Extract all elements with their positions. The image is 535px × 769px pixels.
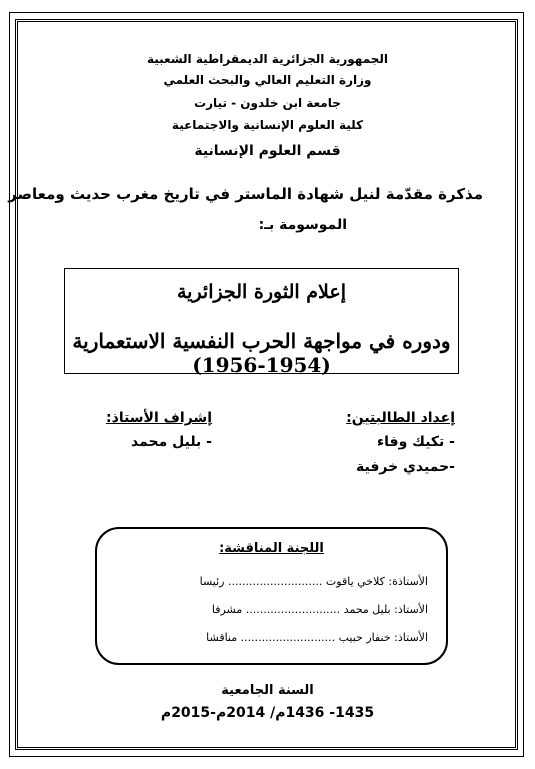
header-department: قسم العلوم الإنسانية	[194, 143, 341, 159]
member-name: خنفار حبيب	[338, 631, 391, 644]
thesis-title-line2: ودوره في مواجهة الحرب النفسية الاستعمارية (1954-1956)	[72, 329, 451, 377]
member-role: رئيسا	[199, 575, 225, 588]
thesis-title-box	[64, 268, 459, 377]
member-role: مشرفا	[211, 603, 243, 616]
student-name-1: - تكيك وفاء	[377, 434, 455, 450]
committee-box	[95, 527, 448, 665]
committee-member-row	[200, 575, 428, 588]
header-university: جامعة ابن خلدون - تيارت	[194, 96, 341, 110]
member-dots: ...........................	[240, 631, 336, 644]
committee-member-row	[212, 603, 428, 616]
member-name: كلاخي ياقوت	[325, 575, 385, 588]
memo-statement: مذكرة مقدّمة لنيل شهادة الماستر في تاريخ مغرب حديث ومعاصر	[8, 185, 483, 203]
member-prefix: الأستاذة:	[388, 575, 428, 588]
member-name: بليل محمد	[343, 603, 391, 616]
member-prefix: الأستاذ:	[394, 603, 428, 616]
academic-year-value: 1435- 1436م/ 2014م-2015م	[160, 705, 375, 721]
member-role: مناقشا	[206, 631, 238, 644]
header-ministry: وزارة التعليم العالي والبحث العلمي	[163, 73, 372, 87]
thesis-title-line1: إعلام الثورة الجزائرية	[176, 281, 347, 303]
committee-title: اللجنة المناقشة:	[219, 541, 324, 556]
member-prefix: الأستاذ:	[394, 631, 428, 644]
member-dots: ...........................	[228, 575, 323, 588]
committee-member-row	[206, 631, 428, 644]
students-heading: إعداد الطالبتين:	[346, 410, 455, 426]
member-dots: ...........................	[245, 603, 341, 616]
supervisor-heading: إشراف الأستاذ:	[106, 410, 212, 426]
header-republic: الجمهورية الجزائرية الديمقراطية الشعبية	[146, 52, 389, 66]
academic-year-label: السنة الجامعية	[221, 683, 314, 698]
header-faculty: كلية العلوم الإنسانية والاجتماعية	[171, 118, 364, 132]
supervisor-name: - بليل محمد	[131, 434, 212, 450]
student-name-2: -حميدي خرفية	[356, 459, 455, 475]
memo-titled: الموسومة بـ:	[258, 217, 347, 233]
